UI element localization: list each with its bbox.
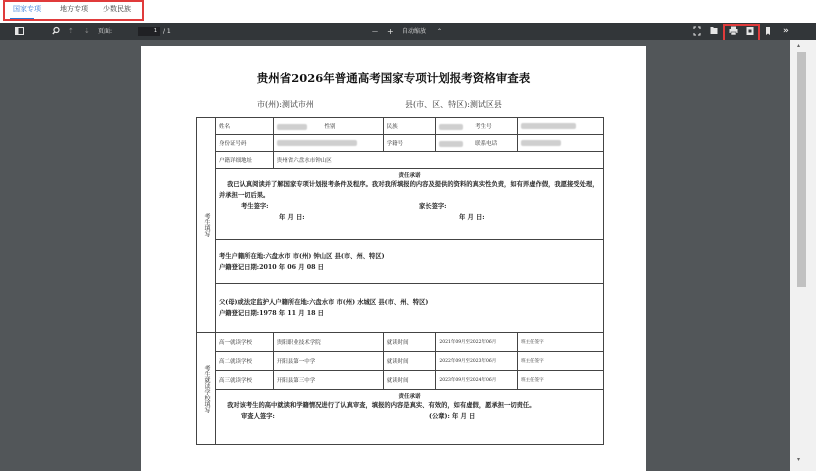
gender-label: 性别 (324, 124, 336, 130)
reviewer-signature-label: 审查人签字: (240, 413, 275, 420)
tabs-highlight-box (3, 0, 144, 21)
ethnicity-label: 民族 (386, 124, 398, 130)
school-name: 贵阳职业技术学院 (276, 340, 321, 346)
student-hukou-location: 考生户籍所在地:六盘水市 市(州) 钟山区 县(市、州、特区) (218, 252, 385, 260)
side-label-school: 考生就读学校填写 (197, 333, 216, 445)
guardian-hukou-location: 父(母)或法定监护人户籍所在地:六盘水市 市(州) 水城区 县(市、州、特区) (218, 299, 429, 306)
school-time-range: 2021年09月至2022年06月 (439, 340, 497, 345)
seal-date: (公章): 年 月 日 (428, 413, 476, 420)
address-value: 贵州省六盘水市钟山区 (276, 158, 332, 164)
document-title: 贵州省2026年普通高考国家专项计划报考资格审查表 (256, 71, 531, 85)
page-label: 页面: (98, 28, 113, 35)
id-label: 身份证号码 (218, 141, 247, 147)
name-value-redacted (277, 124, 307, 130)
guardian-hukou-date: 户籍登记日期:1978 年 11 月 18 日 (218, 310, 324, 317)
school-name: 开阳县第一中学 (276, 359, 316, 365)
pledge-text-school: 我对该考生的高中就读和学籍情况进行了认真审查，填报的内容是真实、有效的，如有虚假，愿承担一切责任。 (226, 402, 536, 409)
pledge-title-student: 责任承诺 (398, 173, 421, 179)
tab-local[interactable]: 地方专项 (60, 5, 88, 13)
school-grade-label: 高二就读学校 (218, 359, 252, 365)
phone-label: 联系电话 (475, 141, 498, 147)
school-name: 开阳县第三中学 (276, 378, 316, 384)
teacher-signature-label: 班主任签字 (521, 359, 544, 364)
scroll-up-icon[interactable]: ▴ (797, 42, 801, 49)
pdf-page (141, 46, 646, 471)
school-time-range: 2023年09月至2024年06月 (439, 378, 497, 383)
tab-bar (0, 0, 816, 22)
more-tools-icon[interactable]: » (783, 26, 789, 36)
school-time-label: 就读时间 (386, 359, 409, 365)
exam-no-value-redacted (521, 123, 576, 129)
parent-signature-label: 家长签字: (418, 203, 447, 210)
pledge-text-student: 我已认真阅读并了解国家专项计划报考条件及程序。我对我所填报的内容及提供的资料的真实性负责，如有弄虚作假，我愿接受处理，并承担一切后果。 (218, 181, 599, 199)
city-line: 市(州):测试市州 (257, 100, 314, 109)
id-value-redacted (277, 140, 357, 146)
student-hukou-date: 户籍登记日期:2010 年 06 月 08 日 (218, 263, 324, 271)
prev-page-icon[interactable]: ⇡ (68, 27, 74, 35)
tab-national[interactable]: 国家专项 (13, 5, 41, 13)
pdf-toolbar (0, 23, 816, 40)
zoom-out-button[interactable]: — (372, 28, 378, 35)
student-no-value-redacted (439, 141, 463, 147)
next-page-icon[interactable]: ⇣ (84, 27, 90, 35)
school-grade-label: 高三就读学校 (218, 378, 252, 384)
ethnicity-value-redacted (439, 124, 463, 130)
scroll-down-icon[interactable]: ▾ (797, 456, 801, 463)
search-icon[interactable] (52, 23, 60, 40)
bookmark-icon[interactable] (765, 23, 771, 40)
county-line: 县(市、区、特区):测试区县 (405, 100, 502, 109)
pledge-title-school: 责任承诺 (398, 394, 421, 400)
zoom-in-button[interactable]: + (387, 27, 394, 36)
exam-no-label: 考生号 (475, 124, 492, 130)
phone-value-redacted (521, 140, 561, 146)
teacher-signature-label: 班主任签字 (521, 378, 544, 383)
student-signature-label: 考生签字: (240, 203, 269, 210)
student-no-label: 学籍号 (386, 141, 404, 147)
school-grade-label: 高一就读学校 (218, 340, 252, 346)
address-label: 户籍详细地址 (218, 158, 252, 164)
zoom-select[interactable]: 自动缩放 (402, 28, 427, 35)
review-form-table (196, 117, 604, 445)
school-time-label: 就读时间 (386, 378, 409, 384)
page-total: / 1 (163, 28, 171, 35)
name-label: 姓名 (218, 124, 230, 130)
zoom-dropdown-icon[interactable]: ⌃ (437, 28, 443, 35)
side-label-student: 考生填写 (197, 118, 216, 333)
open-file-icon[interactable] (710, 23, 718, 40)
sidebar-toggle-icon[interactable] (15, 23, 24, 40)
teacher-signature-label: 班主任签字 (521, 340, 544, 345)
school-time-label: 就读时间 (386, 340, 409, 346)
presentation-mode-icon[interactable] (693, 23, 701, 40)
page-number-input[interactable]: 1 (138, 27, 160, 36)
scrollbar-thumb[interactable] (797, 52, 806, 287)
parent-sign-date: 年 月 日: (458, 214, 485, 221)
school-time-range: 2022年09月至2023年06月 (439, 359, 497, 364)
tab-minority[interactable]: 少数民族 (103, 5, 131, 13)
student-sign-date: 年 月 日: (278, 214, 305, 221)
